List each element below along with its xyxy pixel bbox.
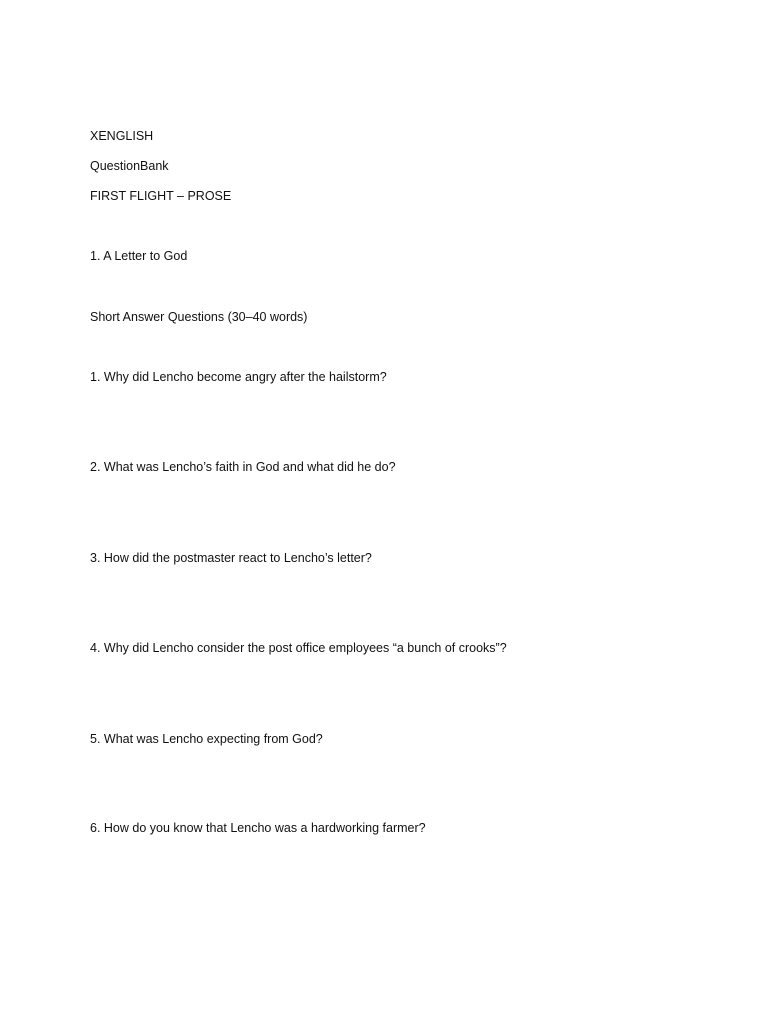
question-item: 4. Why did Lencho consider the post office employees “a bunch of crooks”? bbox=[90, 641, 507, 655]
question-item: 3. How did the postmaster react to Lencho’s letter? bbox=[90, 551, 372, 565]
question-item: 1. Why did Lencho become angry after the hailstorm? bbox=[90, 370, 387, 384]
question-item: 6. How do you know that Lencho was a hardworking farmer? bbox=[90, 821, 426, 835]
question-type-heading: Short Answer Questions (30–40 words) bbox=[90, 310, 308, 324]
document-subtitle: QuestionBank bbox=[90, 159, 169, 173]
brand-title: XENGLISH bbox=[90, 129, 154, 143]
question-item: 2. What was Lencho’s faith in God and what did he do? bbox=[90, 460, 396, 474]
section-title: FIRST FLIGHT – PROSE bbox=[90, 189, 232, 203]
chapter-title: 1. A Letter to God bbox=[90, 249, 188, 263]
question-item: 5. What was Lencho expecting from God? bbox=[90, 732, 323, 746]
